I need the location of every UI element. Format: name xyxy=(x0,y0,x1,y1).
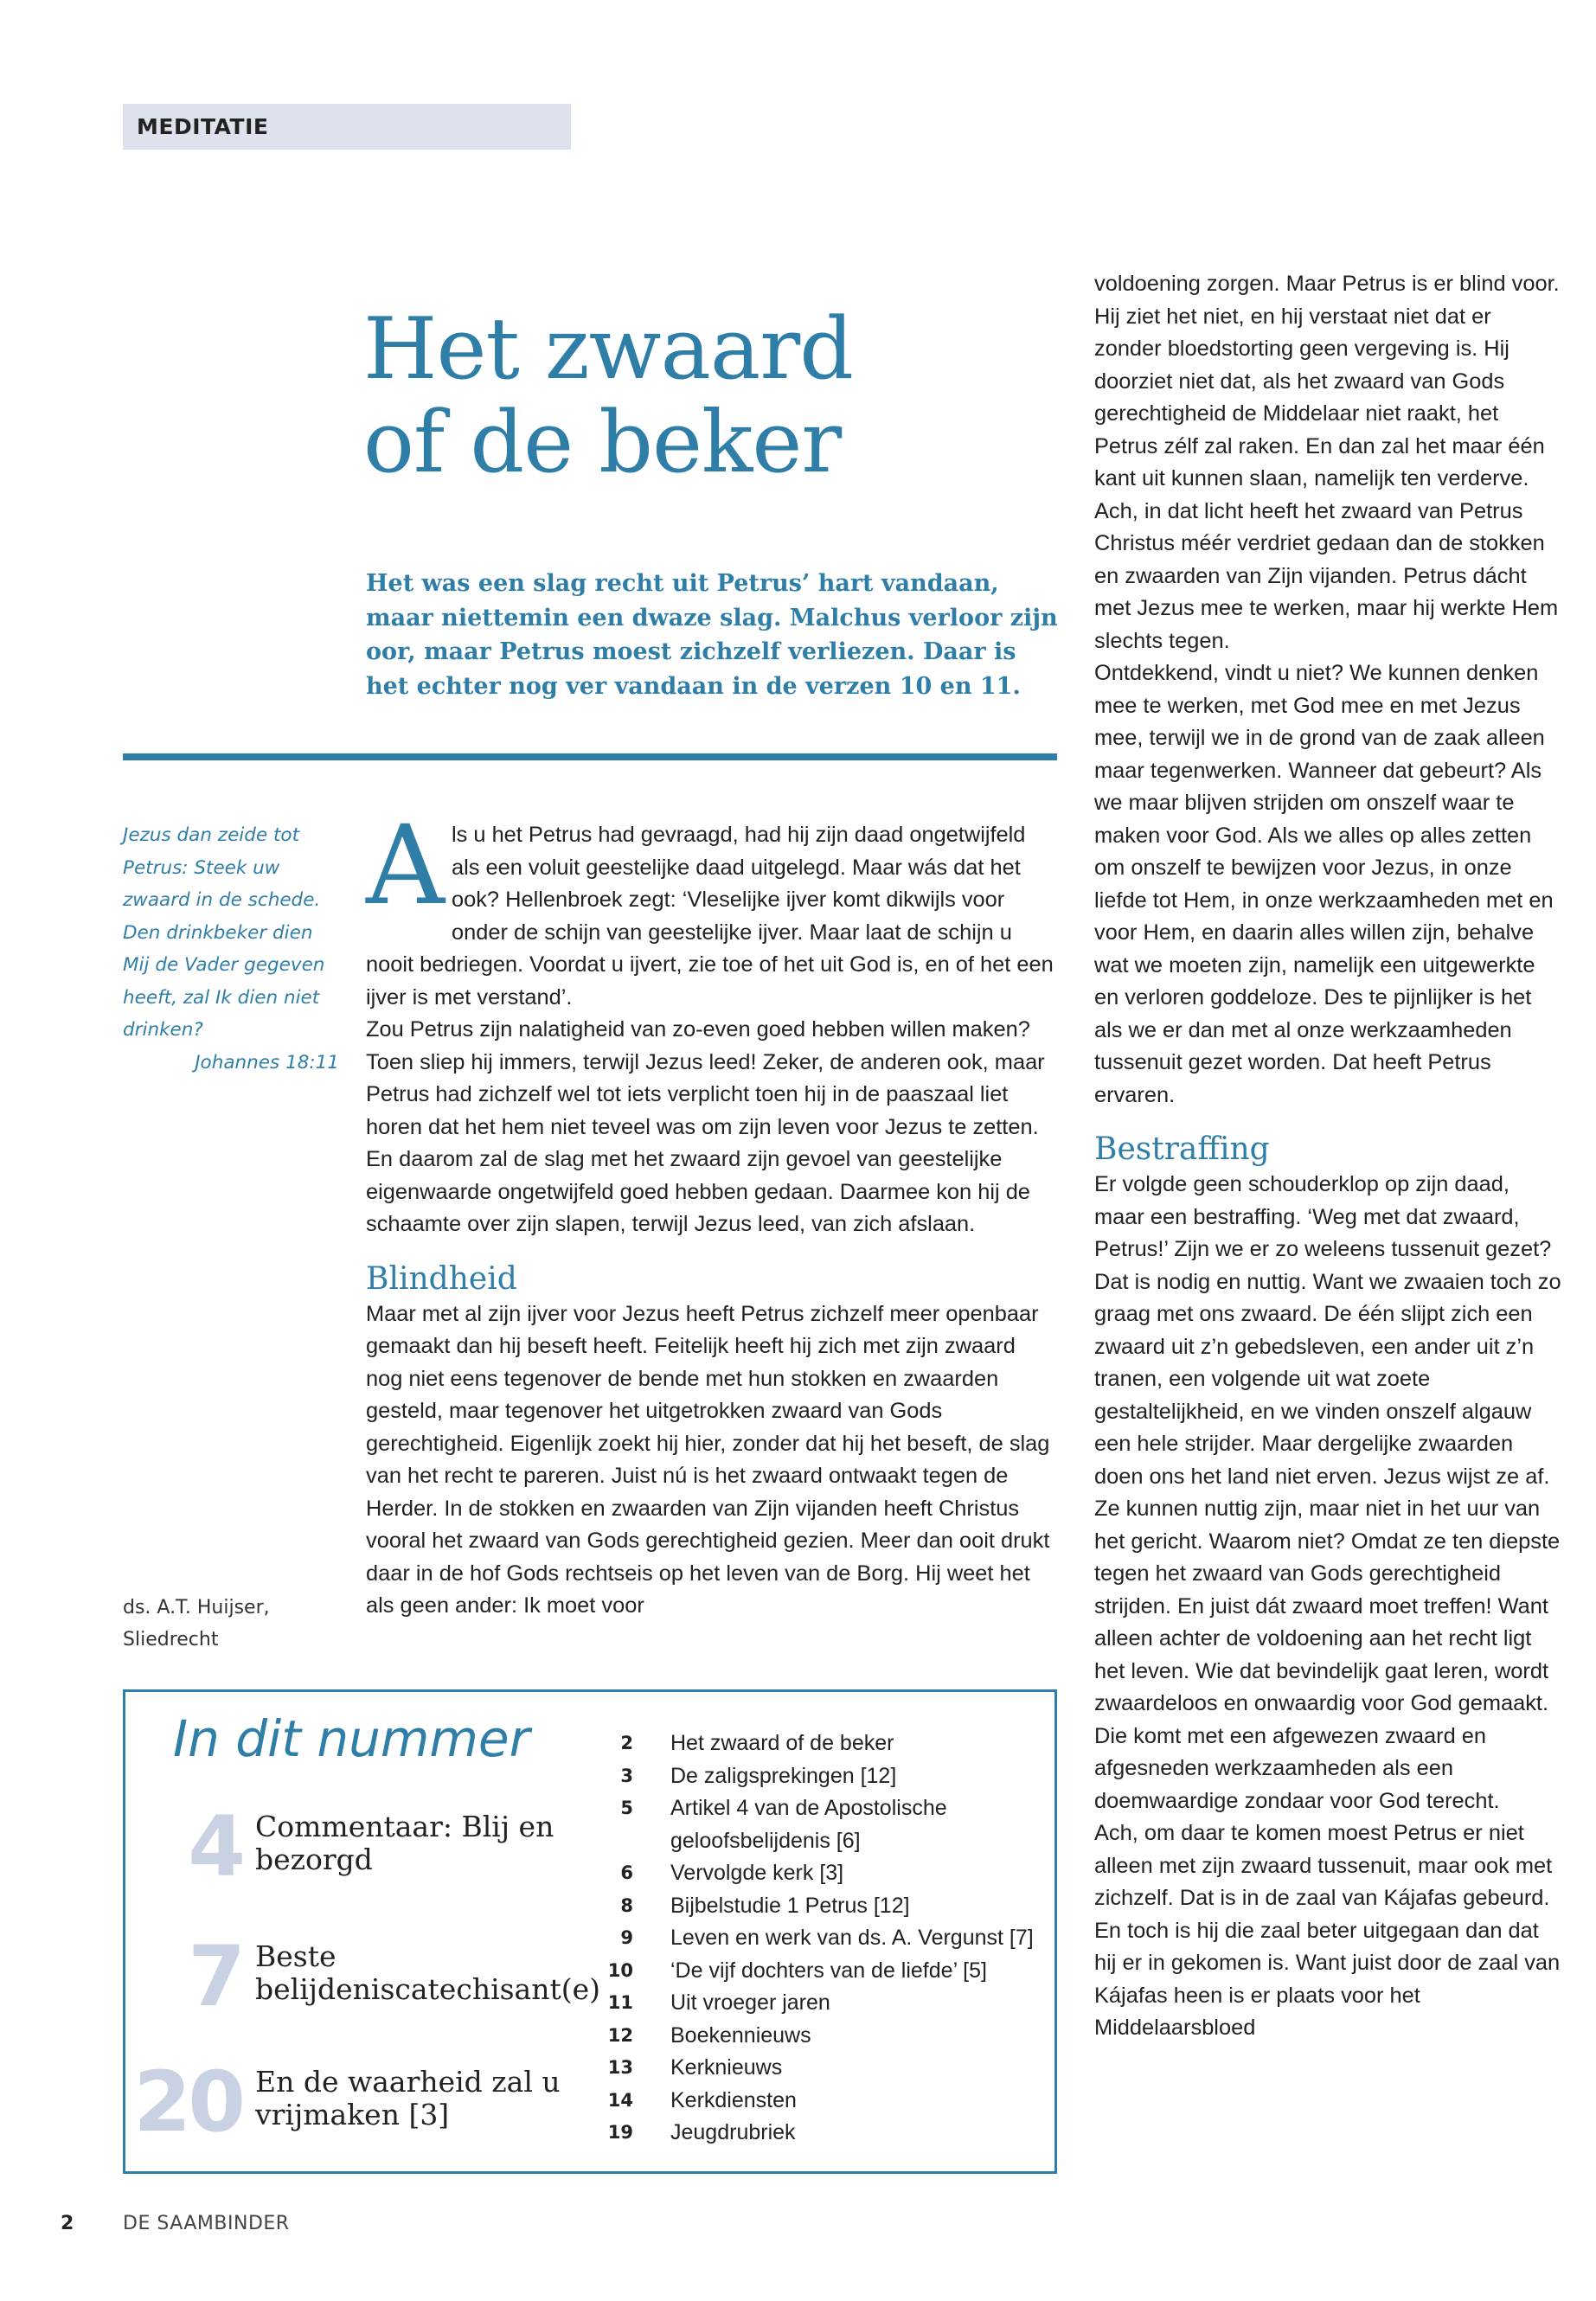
toc-item[interactable] xyxy=(606,1890,1038,1923)
article-paragraph-5: Ontdekkend, vindt u niet? We kunnen denken mee te werken, met God mee en met Jezus mee, terwijl we in de grond van de zaak alleen maar tegenwerken. Wanneer dat gebeurt? Als we maar blijven strijden om onszelf waar te maken voor God. Als we alles op alles zetten om onszelf te bewijzen voor Jezus, in onze liefde tot Hem, in onze werkzaamheden met en voor Hem, en daarin alles willen zijn, behalve wat we moeten zijn, namelijk een uitgewerkte en verloren goddeloze. Des te pijnlijker is het als we er dan met al onze werkzaamheden tussenuit gezet worden. Dat heeft Petrus ervaren. xyxy=(1094,661,1554,1107)
toc-item-page: 5 xyxy=(620,1798,633,1818)
toc-item[interactable] xyxy=(606,1922,1038,1955)
article-paragraph-1 xyxy=(366,802,1058,1014)
title-line-2: of de beker xyxy=(363,394,842,492)
toc-item-title: ‘De vijf dochters van de liefde’ [5] xyxy=(670,1958,987,1983)
toc-item-page: 10 xyxy=(607,1959,633,1981)
article-paragraph-7: Ach, om daar te komen moest Petrus er niet alleen met zijn zwaard tussenuit, maar ook met zichzelf. Dat is in de zaal van Kájafas gebeurd. En toch is hij die zaal beter uitgegaan dan dat hij er in gekomen is. Want juist door de zaal van Kájafas heen is er plaats voor het Middelaarsbloed xyxy=(1094,1821,1561,2040)
toc-item-title: Vervolgde kerk [3] xyxy=(670,1861,844,1885)
author-place: Sliedrecht xyxy=(123,1629,219,1650)
toc-featured-item[interactable] xyxy=(138,1798,623,1895)
page-number: 2 xyxy=(61,2213,74,2234)
toc-item[interactable] xyxy=(606,1955,1038,1988)
toc-item-title: Jeugdrubriek xyxy=(670,2120,796,2144)
article-paragraph-1-text: ls u het Petrus had gevraagd, had hij zijn daad ongetwijfeld als een voluit geestelijke daad uitgelegd. Maar wás dat het ook? Hellenbroek zegt: ‘Vleselijke ijver komt dikwijls voor onder de schijn van geestelijke ijver. Maar laat de schijn u nooit bedriegen. Voordat u ijvert, zie toe of het uit God is, en of het een ijver is met verstand’. xyxy=(366,823,1054,1009)
toc-item[interactable] xyxy=(606,2085,1038,2118)
toc-item-page: 19 xyxy=(607,2122,633,2143)
section-label: MEDITATIE xyxy=(123,104,571,150)
toc-featured-number: 4 xyxy=(188,1798,242,1895)
article-paragraph-3: Maar met al zijn ijver voor Jezus heeft Petrus zichzelf meer openbaar gemaakt dan hij beseft heeft. Feitelijk heeft hij zich met zijn zwaard nog niet eens tegenover de bende met hun stokken en zwaarden gesteld, maar tegenover het uitgetrokken zwaard van Gods gerechtigheid. Eigenlijk zoekt hij hier, zonder dat hij het beseft, de slag van het recht te pareren. Juist nú is het zwaard ontwaakt tegen de Herder. In de stokken en zwaarden van Zijn vijanden heeft Christus vooral het zwaard van Gods gerechtigheid gezien. Meer dan ooit drukt daar in de hof Gods rechtseis op het leven van de Borg. Hij weet het als geen ander: Ik moet voor xyxy=(366,1301,1050,1618)
bible-quote-text: Jezus dan zeide tot Petrus: Steek uw zwaard in de schede. Den drinkbeker dien Mij de Vader gegeven heeft, zal Ik dien niet drinken? xyxy=(123,824,325,1041)
toc-item-title: Het zwaard of de beker xyxy=(670,1731,894,1755)
title-line-1: Het zwaard xyxy=(363,300,853,399)
author-credit xyxy=(123,1592,348,1656)
bible-quote xyxy=(123,819,339,1079)
article-column-right xyxy=(1094,268,1561,2045)
toc-item-page: 13 xyxy=(607,2057,633,2078)
toc-item-title: Artikel 4 van de Apostolische geloofsbelijdenis [6] xyxy=(670,1796,947,1853)
toc-featured-item[interactable] xyxy=(133,2054,623,2150)
toc-heading: In dit nummer xyxy=(173,1709,530,1768)
toc-item-title: Boekennieuws xyxy=(670,2022,811,2048)
article-paragraph-2: Zou Petrus zijn nalatigheid van zo-even goed hebben willen maken? Toen sliep hij immers, terwijl Jezus leed! Zeker, de anderen ook, maar Petrus had zichzelf wel tot iets verplicht toen hij in de paaszaal liet horen dat het hem niet teveel was om zijn leven voor Jezus te zetten. En daarom zal de slag met het zwaard zijn gevoel van geestelijke eigenwaarde ongetwijfeld goed hebben gedaan. Daarmee kon hij de schaamte over zijn slapen, terwijl Jezus leed, van zich afslaan. xyxy=(366,1017,1045,1236)
article-title xyxy=(363,300,917,492)
toc-list xyxy=(606,1727,1038,2150)
toc-featured-title: En de waarheid zal u vrijmaken [3] xyxy=(255,2065,561,2131)
toc-item[interactable] xyxy=(606,2117,1038,2150)
toc-item-title: Kerknieuws xyxy=(670,2055,783,2080)
toc-featured-number: 7 xyxy=(188,1928,242,2025)
toc-item-title: Kerkdiensten xyxy=(670,2087,797,2112)
toc-item-page: 3 xyxy=(620,1765,633,1786)
toc-item[interactable] xyxy=(606,2020,1038,2053)
toc-item[interactable] xyxy=(606,1987,1038,2020)
divider-rule xyxy=(123,753,1057,760)
toc-featured-title: Beste belijdeniscatechisant(e) xyxy=(255,1939,601,2006)
toc-item-page: 2 xyxy=(620,1733,633,1753)
toc-featured-title: Commentaar: Blij en bezorgd xyxy=(255,1810,554,1876)
toc-item-page: 11 xyxy=(607,1992,633,2013)
toc-item-title: Bijbelstudie 1 Petrus [12] xyxy=(670,1893,910,1918)
toc-item-page: 8 xyxy=(620,1894,633,1916)
toc-item-page: 9 xyxy=(620,1927,633,1948)
toc-item[interactable] xyxy=(606,1792,1038,1857)
article-paragraph-6: Er volgde geen schouderklop op zijn daad, maar een bestraffing. ‘Weg met dat zwaard, Petrus!’ Zijn we er zo weleens tussenuit gezet? Dat is nodig en nuttig. Want we zwaaien toch zo graag met ons zwaard. De één slijpt zich een zwaard uit z’n gebedsleven, een ander uit z’n tranen, een volgende uit wat zoete gestaltelijkheid, en we vinden onszelf algauw een hele strijder. Maar dergelijke zwaarden doen ons het land niet erven. Jezus wijst ze af. Ze kunnen nuttig zijn, maar niet in het uur van het gericht. Waarom niet? Omdat ze ten diepste tegen het zwaard van Gods gerechtigheid strijden. En juist dát zwaard moet treffen! Want alleen achter de voldoening aan het recht ligt het leven. Wie dat bevindelijk gaat leren, wordt zwaardeloos en onwaardig voor God gemaakt. Die komt met een afgewezen zwaard en afgesneden werkzaamheden als een doemwaardige zondaar voor God terecht. xyxy=(1094,1172,1561,1813)
toc-featured-item[interactable] xyxy=(138,1928,623,2025)
toc-item[interactable] xyxy=(606,1857,1038,1890)
toc-item-page: 12 xyxy=(607,2024,633,2046)
drop-cap: A xyxy=(366,802,445,929)
toc-item-page: 14 xyxy=(607,2089,633,2111)
toc-item-page: 6 xyxy=(620,1862,633,1883)
toc-item-title: Uit vroeger jaren xyxy=(670,1990,830,2015)
subhead-blindheid: Blindheid xyxy=(366,1260,517,1297)
toc-item-title: Leven en werk van ds. A. Vergunst [7] xyxy=(670,1926,1034,1950)
article-column-middle xyxy=(366,802,1058,1623)
bible-quote-reference: Johannes 18:11 xyxy=(195,1051,339,1074)
publication-name: DE SAAMBINDER xyxy=(123,2213,290,2234)
subhead-bestraffing: Bestraffing xyxy=(1094,1131,1270,1167)
toc-item[interactable] xyxy=(606,2052,1038,2085)
toc-item-title: De zaligsprekingen [12] xyxy=(670,1763,897,1788)
author-name: ds. A.T. Huijser, xyxy=(123,1597,270,1618)
toc-featured-number: 20 xyxy=(133,2054,242,2150)
toc-item[interactable] xyxy=(606,1727,1038,1760)
article-lead: Het was een slag recht uit Petrus’ hart vandaan, maar niettemin een dwaze slag. Malchus verloor zijn oor, maar Petrus moest zichzelf verliezen. Daar is het echter nog ver vandaan in de verzen 10 en 11. xyxy=(366,570,1058,700)
toc-item[interactable] xyxy=(606,1760,1038,1793)
article-paragraph-4: voldoening zorgen. Maar Petrus is er blind voor. Hij ziet het niet, en hij verstaat niet dat er zonder bloedstorting geen vergeving is. Hij doorziet niet dat, als het zwaard van Gods gerechtigheid de Middelaar niet raakt, het Petrus zélf zal raken. En dan zal het maar één kant uit kunnen slaan, namelijk ten verderve. Ach, in dat licht heeft het zwaard van Petrus Christus méér verdriet gedaan dan de stokken en zwaarden van Zijn vijanden. Petrus dácht met Jezus mee te werken, maar hij werkte Hem slechts tegen. xyxy=(1094,272,1560,653)
